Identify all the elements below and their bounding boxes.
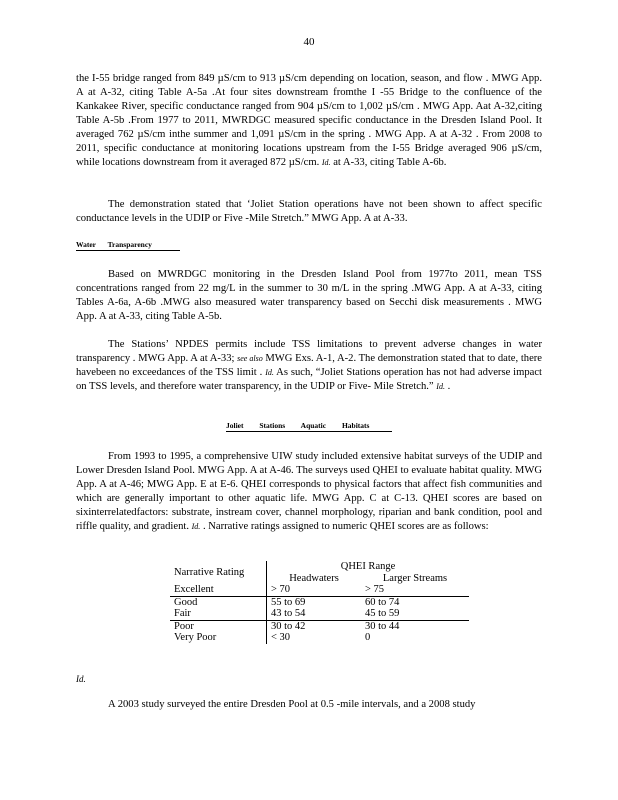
conductance-text: the I-55 bridge ranged from 849 µS/cm to 913 µS/cm depending on location, season, and flow . MWG App. A at A-32, citing Table A-5a .At four sites downstream fromthe I -55 Bridge to the confluence of the Kankakee River, specific conductance ranged from 904 µS/cm to 1,002 µS/cm . MWG App. Aat A-32,citing Table A-5b .From 1977 to 2011, MWRDGC measured specific conductance in the Dresden Island Pool. It averaged 762 µS/cm inthe summer and 1,091 µS/cm in the spring . MWG App. A at A-32 . From 2008 to 2011, specific conductance at monitoring locations upstream from the I-55 Bridge averaged 906 µS/cm, while locations downstream from it averaged 872 µS/cm. [76,73,542,168]
habitat-text: From 1993 to 1995, a comprehensive UIW study included extensive habitat surveys of the UDIP and Lower Dresden Island Pool. MWG App. A at A-46. The surveys used QHEI to evaluate habitat quality. MWG App. A at A-46; MWG App. E at E-6. QHEI corresponds to physical factors that affect fish communities and which are generally important to other aquatic life. MWG App. C at C-13. QHEI scores are based on sixinterrelatedfactors: substrate, instream cover, channel morphology, riparian and bank condition, pool and riffle quality, and gradient. [76,451,542,532]
headwaters-cell: 55 to 69 [267,596,362,608]
rating-cell: Very Poor [170,632,267,644]
rating-cell: Good [170,596,267,608]
headwaters-cell: 43 to 54 [271,608,306,619]
paragraph-tss: Based on MWRDGC monitoring in the Dresden Island Pool from 1977to 2011, mean TSS concentrations ranged from 22 mg/L in the summer to 30 m/L in the spring .MWG App. A at A-33, citing Tables A-6a, A-6b .MWG also measured water transparency based on Secchi disk measurements . MWG App. A at A-33, citing Table A-5b. [76,269,542,322]
heading-aquatic-habitats: Joliet Stations Aquatic Habitats [226,421,392,432]
larger-streams-cell: 60 to 74 [361,596,469,608]
paragraph-habitat-surveys: From 1993 to 1995, a comprehensive UIW study included extensive habitat surveys of the UDIP and Lower Dresden Island Pool. MWG App. A at A-46. The surveys used QHEI to evaluate habitat quality. MWG App. A at A-46; MWG App. E at E-6. QHEI corresponds to physical factors that affect fish communities and which are generally important to other aquatic life. MWG App. C at C-13. QHEI scores are based on sixinterrelatedfactors: substrate, instream cover, channel morphology, riparian and bank condition, pool and riffle quality, and gradient. Id. . Narrative ratings assigned to numeric QHEI scores are as follows: [76,451,542,532]
id-citation: Id. [321,158,331,167]
id-citation: Id. [436,382,445,391]
table-header-row [170,561,469,573]
id-citation: Id. [191,522,201,531]
paragraph-specific-conductance [76,72,542,170]
page-number: 40 [303,36,315,48]
paragraph-2003-study: A 2003 study surveyed the entire Dresden Pool at 0.5 -mile intervals, and a 2008 study [108,699,476,710]
qhei-table [170,561,469,644]
larger-streams-cell: 30 to 44 [361,620,469,632]
see-also-citation: see also [237,354,263,363]
rating-cell: Poor [170,620,267,632]
conductance-tail: at A-33, citing Table A-6b. [333,157,447,168]
habitat-tail: Narrative ratings assigned to numeric QHEI scores are as follows: [208,521,489,532]
headwaters-cell: > 70 [271,584,291,595]
paragraph-demonstration: The demonstration stated that ‘Joliet Station operations have not been shown to affect specific conductance levels in the UDIP or Five -Mile Stretch.” MWG App. A at A-33. [76,199,542,224]
heading-water-transparency: Water Transparency [76,240,180,251]
table-row [170,596,469,608]
paragraph-npdes: The Stations’ NPDES permits include TSS limitations to prevent adverse changes in water transparency . MWG App. A at A-33; see also MWG Exs. A-1, A-2. The demonstration stated that to date, there havebeen no exceedances of the TSS limit . Id. As such, “Joliet Stations operation has not had adverse impact on TSS levels, and therefore water transparency, in the UDIP or Five- Mile Stretch.” Id. . [76,339,542,392]
npdes-text-c: As such, “Joliet Stations operation has not had adverse impact on TSS levels, and therefore water transparency, in the UDIP or Five- Mile Stretch.” [76,367,542,392]
headwaters-cell: 30 to 42 [267,620,362,632]
larger-streams-cell: 45 to 59 [365,608,400,619]
npdes-text-a: The Stations’ NPDES permits include TSS limitations to prevent adverse changes in water transparency . MWG App. A at A-33; [76,339,542,364]
npdes-text-b: MWG Exs. A-1, A-2. The demonstration stated that to date, there havebeen no exceedances of the TSS limit . [76,353,542,378]
larger-streams-cell: 0 [365,632,371,643]
header-qhei-range: QHEI Range [340,561,396,572]
header-headwaters: Headwaters [289,572,339,584]
table-row [170,620,469,632]
rating-cell: Excellent [170,584,267,596]
table-row [170,608,469,620]
larger-streams-cell: > 75 [365,584,385,595]
id-citation-after-table: Id. [76,674,86,684]
headwaters-cell: < 30 [271,632,291,643]
table-row [170,584,469,596]
header-larger-streams: Larger Streams [382,572,448,584]
id-citation: Id. [265,368,274,377]
rating-cell: Fair [170,608,267,620]
header-narrative-rating: Narrative Rating [170,561,267,584]
table-row [170,632,469,644]
